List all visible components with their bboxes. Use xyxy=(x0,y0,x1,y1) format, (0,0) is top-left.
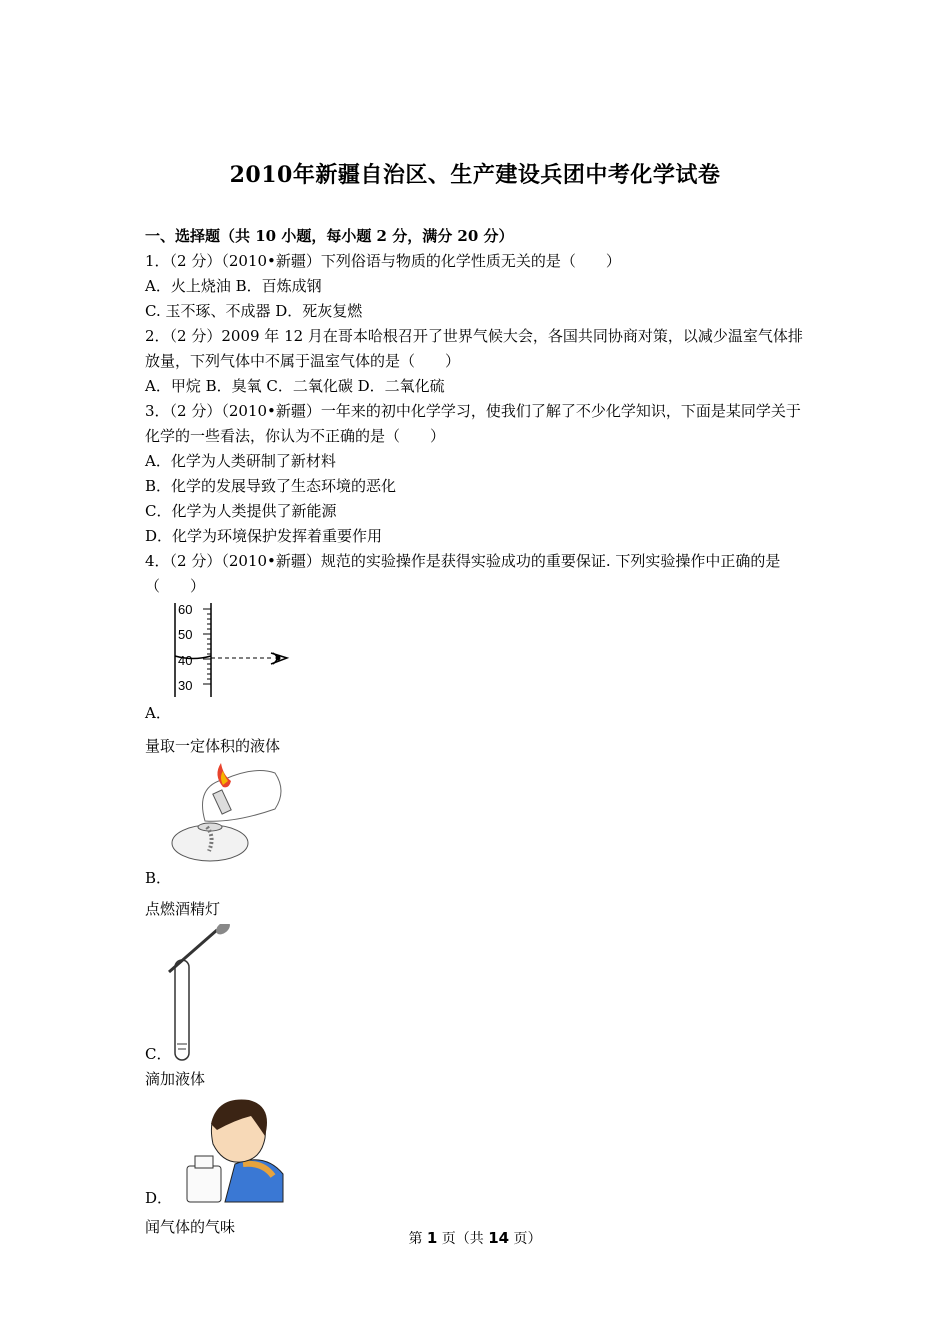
question-1-options-cd: C. 玉不琢、不成器 D．死灰复燃 xyxy=(145,302,363,320)
question-4-stem: 4．（2 分）（2010•新疆）规范的实验操作是获得实验成功的重要保证. 下列实验操作中正确的是（ ） xyxy=(145,552,781,595)
question-3-stem: 3．（2 分）（2010•新疆）一年来的初中化学学习，使我们了解了不少化学知识，下面是某同学关于化学的一些看法，你认为不正确的是（ ） xyxy=(145,402,801,445)
footer-page-number: 1 xyxy=(426,1229,438,1247)
cylinder-tick-30: 30 xyxy=(178,678,193,693)
page-footer xyxy=(0,1228,950,1248)
footer-middle: 页（共 xyxy=(437,1231,489,1247)
question-4-option-d-text: 闻气体的气味 xyxy=(145,1218,236,1236)
question-2-options: A．甲烷 B．臭氧 C．二氧化碳 D．二氧化硫 xyxy=(145,377,445,395)
question-1-options-ab: A．火上烧油 B．百炼成钢 xyxy=(145,277,322,295)
graduated-cylinder-figure xyxy=(165,601,295,701)
question-2-stem: 2．（2 分）2009 年 12 月在哥本哈根召开了世界气候大会，各国共同协商对策，以减少温室气体排放量，下列气体中不属于温室气体的是（ ） xyxy=(145,327,803,370)
question-4-option-d-letter: D． xyxy=(145,1189,173,1207)
question-4-option-c-text: 滴加液体 xyxy=(145,1070,206,1088)
question-4-option-a-letter: A． xyxy=(145,704,171,722)
page-title: 2010年新疆自治区、生产建设兵团中考化学试卷 xyxy=(229,162,721,188)
question-4-option-b-text: 点燃酒精灯 xyxy=(145,900,221,918)
cylinder-tick-40: 40 xyxy=(178,653,193,668)
dropper-bulb-icon xyxy=(214,924,233,937)
section-heading: 一、选择题（共 10 小题，每小题 2 分，满分 20 分） xyxy=(145,227,514,245)
question-3-option-a: A．化学为人类研制了新材料 xyxy=(145,452,336,470)
question-4-option-b-letter: B． xyxy=(145,869,172,887)
cylinder-tick-50: 50 xyxy=(178,627,193,642)
question-3-option-c: C．化学为人类提供了新能源 xyxy=(145,502,337,520)
question-4-option-a-text: 量取一定体积的液体 xyxy=(145,737,281,755)
alcohol-lamp-figure xyxy=(165,761,295,866)
footer-total-pages: 14 xyxy=(488,1229,510,1247)
question-4-option-c-letter: C． xyxy=(145,1045,172,1063)
question-3-option-b: B．化学的发展导致了生态环境的恶化 xyxy=(145,477,397,495)
question-1-stem: 1．（2 分）（2010•新疆）下列俗语与物质的化学性质无关的是（ ） xyxy=(145,252,621,270)
cylinder-tick-60: 60 xyxy=(178,602,193,617)
footer-suffix: 页） xyxy=(509,1231,542,1247)
question-3-option-d: D．化学为环境保护发挥着重要作用 xyxy=(145,527,383,545)
question-area xyxy=(145,224,810,1240)
footer-prefix: 第 xyxy=(408,1231,427,1247)
